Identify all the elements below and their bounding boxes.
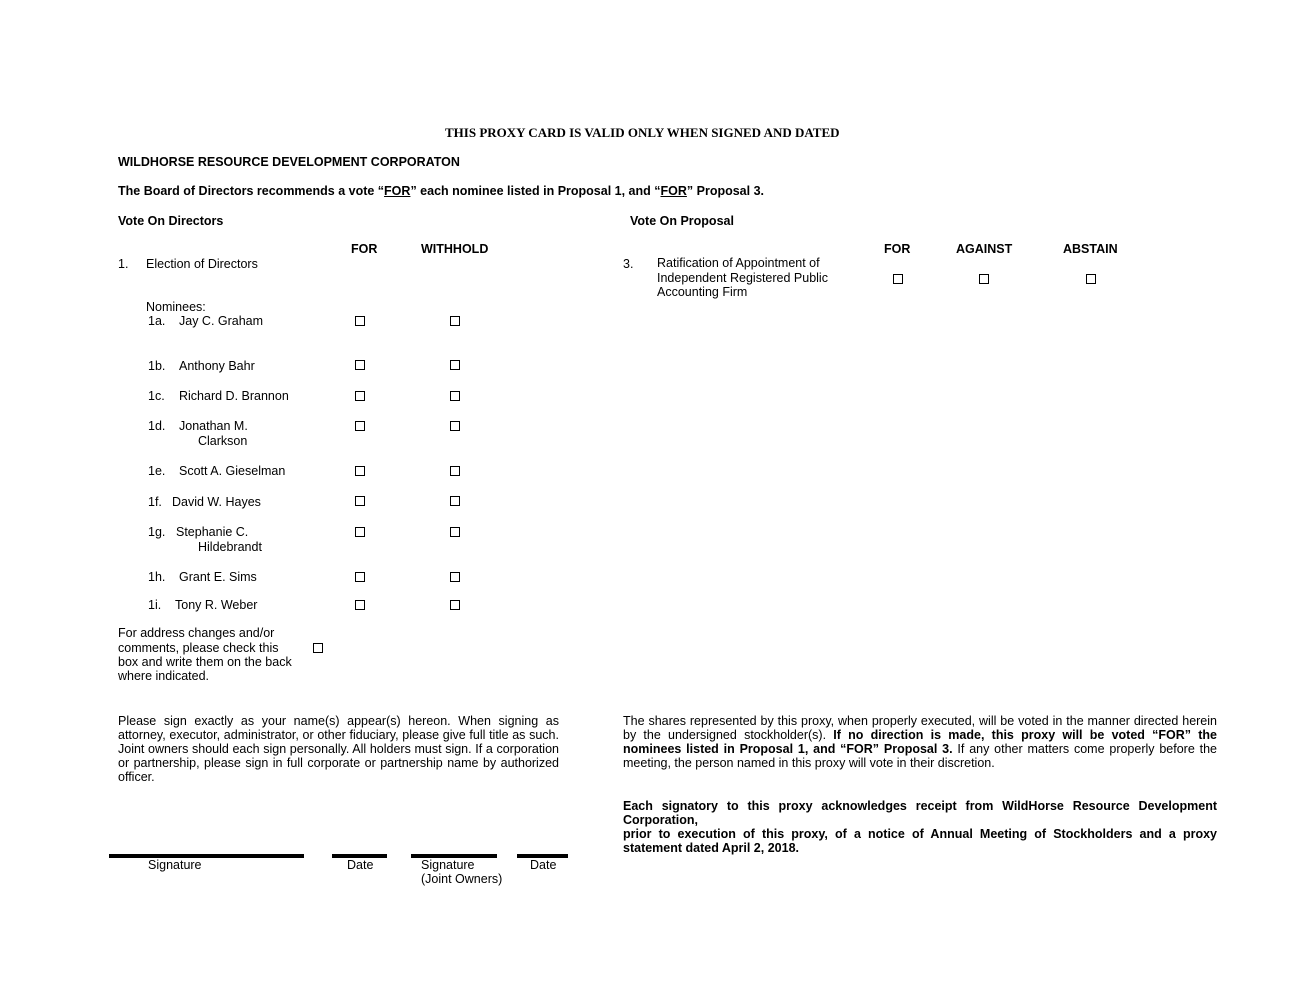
proposal-col-abstain: ABSTAIN [1063,242,1118,256]
nominee-id: 1g. [148,525,166,539]
proposal-col-for: FOR [884,242,911,256]
directors-item-label: Election of Directors [146,257,258,271]
nominee-name-continued: Clarkson [198,434,248,448]
nominee-id: 1a. [148,314,166,328]
shares-note-bold: If no direction is made, this proxy will be voted “FOR” the nominees listed in Proposal 1, and “FOR” Proposal 3. [623,728,1217,756]
proposal-against-checkbox[interactable] [979,274,989,284]
card-title: THIS PROXY CARD IS VALID ONLY WHEN SIGNED AND DATED [445,125,840,140]
nominee-for-checkbox[interactable] [355,496,365,506]
company-name: WILDHORSE RESOURCE DEVELOPMENT CORPORATON [118,155,460,169]
nominee-id: 1c. [148,389,165,403]
nominee-withhold-checkbox[interactable] [450,600,460,610]
nominee-id: 1i. [148,598,162,612]
nominee-for-checkbox[interactable] [355,466,365,476]
directors-col-withhold: WITHHOLD [421,242,489,256]
nominee-name: Anthony Bahr [179,359,255,373]
directors-heading: Vote On Directors [118,214,224,228]
proposal-text-line: Ratification of Appointment of [657,256,820,270]
proposal-abstain-checkbox[interactable] [1086,274,1096,284]
nominee-id: 1b. [148,359,166,373]
nominee-withhold-checkbox[interactable] [450,391,460,401]
proposal-for-checkbox[interactable] [893,274,903,284]
date-label-2: Date [530,858,557,872]
address-change-line: where indicated. [118,669,210,683]
acknowledgement-line-1: Each signatory to this proxy acknowledges receipt from WildHorse Resource Development Corporation, [623,799,1217,827]
directors-col-for: FOR [351,242,378,256]
joint-signature-label: Signature [421,858,475,872]
nominee-id: 1f. [148,495,162,509]
acknowledgement-line-2: prior to execution of this proxy, of a notice of Annual Meeting of Stockholders and a proxy statement dated April 2, 2018. [623,827,1217,855]
nominee-name: Scott A. Gieselman [179,464,286,478]
recommendation-for-2: FOR [660,184,687,198]
nominee-for-checkbox[interactable] [355,391,365,401]
nominee-withhold-checkbox[interactable] [450,360,460,370]
nominee-for-checkbox[interactable] [355,600,365,610]
nominee-withhold-checkbox[interactable] [450,466,460,476]
signature-label: Signature [148,858,202,872]
nominee-for-checkbox[interactable] [355,527,365,537]
nominee-withhold-checkbox[interactable] [450,527,460,537]
nominee-id: 1d. [148,419,166,433]
shares-note-text-2: If any other matters come properly before the meeting, the person named in this proxy will vote in their discretion. [623,742,1217,770]
nominee-for-checkbox[interactable] [355,316,365,326]
nominee-name: Grant E. Sims [179,570,257,584]
address-change-checkbox[interactable] [313,643,323,653]
date-label-1: Date [347,858,374,872]
nominee-id: 1h. [148,570,166,584]
nominee-for-checkbox[interactable] [355,360,365,370]
recommendation-text-1: The Board of Directors recommends a vote “ [118,184,385,198]
nominee-name: Jay C. Graham [179,314,264,328]
shares-note-text-1: The shares represented by this proxy, when properly executed, will be voted in the manner directed herein by the undersigned stockholder(s). [623,714,1217,742]
nominee-withhold-checkbox[interactable] [450,572,460,582]
nominee-withhold-checkbox[interactable] [450,316,460,326]
address-change-line: For address changes and/or [118,626,275,640]
nominee-name: David W. Hayes [172,495,261,509]
directors-item-number: 1. [118,257,129,271]
nominee-id: 1e. [148,464,166,478]
nominee-name: Tony R. Weber [175,598,258,612]
address-change-line: comments, please check this [118,641,279,655]
proposal-text-line: Independent Registered Public [657,271,828,285]
proposal-heading: Vote On Proposal [630,214,734,228]
sign-instructions: Please sign exactly as your name(s) appear(s) hereon. When signing as attorney, executor, administrator, or other fiduciary, please give full title as such. Joint owners should each sign personally. All holders must sign. If a corporation or partnership, please sign in full corporate or partnership name by authorized officer. [118,714,559,784]
nominee-for-checkbox[interactable] [355,421,365,431]
nominee-withhold-checkbox[interactable] [450,421,460,431]
nominee-for-checkbox[interactable] [355,572,365,582]
nominee-name: Richard D. Brannon [179,389,289,403]
recommendation-for-1: FOR [384,184,411,198]
recommendation-text-3: ” Proposal 3. [686,184,764,198]
nominee-name-continued: Hildebrandt [198,540,262,554]
board-recommendation [118,184,764,198]
nominee-name: Stephanie C. [176,525,249,539]
joint-owners-label: (Joint Owners) [421,872,503,886]
address-change-line: box and write them on the back [118,655,292,669]
proposal-item-number: 3. [623,257,634,271]
nominee-withhold-checkbox[interactable] [450,496,460,506]
shares-note [623,714,1217,770]
signature-line[interactable] [109,854,304,858]
nominee-name: Jonathan M. [179,419,248,433]
proposal-text-line: Accounting Firm [657,285,748,299]
nominees-label: Nominees: [146,300,206,314]
recommendation-text-2: ” each nominee listed in Proposal 1, and “ [410,184,661,198]
proposal-col-against: AGAINST [956,242,1013,256]
